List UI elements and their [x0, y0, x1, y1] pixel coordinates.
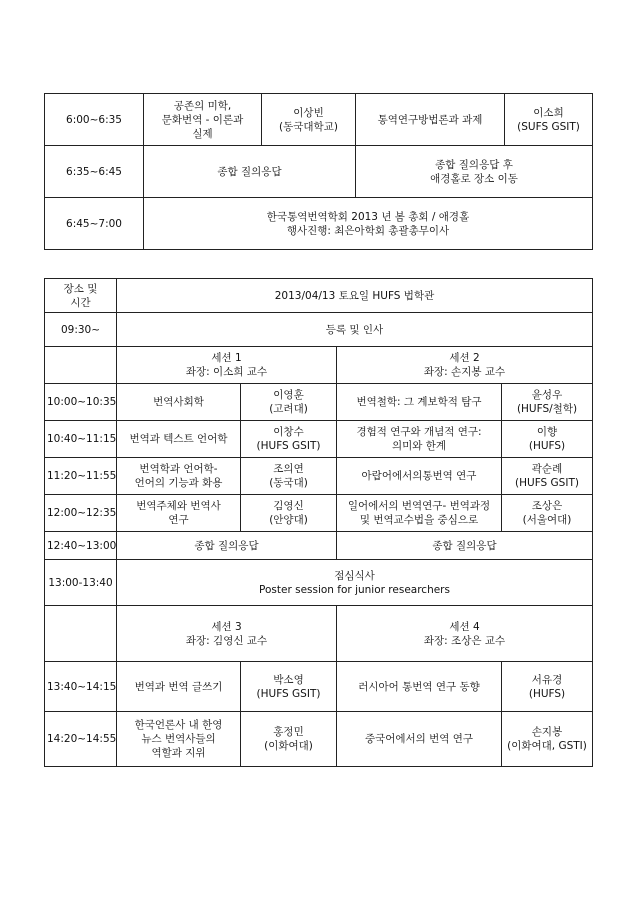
table-row	[45, 313, 593, 347]
table-row	[45, 198, 593, 250]
qa-cell: 종합 질의응답	[117, 532, 337, 560]
time-cell: 11:20~11:55	[45, 458, 117, 495]
table-row	[45, 458, 593, 495]
registration-cell: 등록 및 인사	[117, 313, 593, 347]
topic-cell: 번역과 텍스트 언어학	[117, 421, 241, 458]
topic-cell: 통역연구방법론과 과제	[356, 94, 505, 146]
presenter-cell: 윤성우 (HUFS/철학)	[502, 384, 593, 421]
presenter-cell: 이향 (HUFS)	[502, 421, 593, 458]
topic-cell: 번역학과 언어학- 언어의 기능과 화용	[117, 458, 241, 495]
time-cell: 09:30~	[45, 313, 117, 347]
session-header-row	[45, 606, 593, 662]
presenter-cell: 손지봉 (이화여대, GSTI)	[502, 712, 593, 767]
table-row	[45, 94, 593, 146]
day-schedule-table	[44, 278, 593, 767]
topic-cell: 중국어에서의 번역 연구	[337, 712, 502, 767]
time-cell: 14:20~14:55	[45, 712, 117, 767]
presenter-cell: 박소영 (HUFS GSIT)	[241, 662, 337, 712]
table-row	[45, 532, 593, 560]
qa-move-cell: 종합 질의응답 후 애경홀로 장소 이동	[356, 146, 593, 198]
table-row	[45, 146, 593, 198]
header-date-venue: 2013/04/13 토요일 HUFS 법학관	[117, 279, 593, 313]
presenter-cell: 조의연 (동국대)	[241, 458, 337, 495]
general-meeting-cell: 한국통역번역학회 2013 년 봄 총회 / 애경홀 행사진행: 최은아학회 총괄총무이사	[144, 198, 593, 250]
time-cell: 6:00~6:35	[45, 94, 144, 146]
session-header-row	[45, 347, 593, 384]
evening-schedule-table	[44, 93, 593, 250]
session-4-header: 세션 4 좌장: 조상은 교수	[337, 606, 593, 662]
time-cell: 13:00-13:40	[45, 560, 117, 606]
topic-cell: 아랍어에서의통번역 연구	[337, 458, 502, 495]
presenter-cell: 이창수 (HUFS GSIT)	[241, 421, 337, 458]
header-row	[45, 279, 593, 313]
presenter-cell: 이상빈 (동국대학교)	[262, 94, 356, 146]
presenter-cell: 김영신 (안양대)	[241, 495, 337, 532]
session-3-header: 세션 3 좌장: 김영신 교수	[117, 606, 337, 662]
table-row	[45, 712, 593, 767]
topic-cell: 번역과 번역 글쓰기	[117, 662, 241, 712]
presenter-cell: 서유경 (HUFS)	[502, 662, 593, 712]
lunch-cell: 점심식사 Poster session for junior researchers	[117, 560, 593, 606]
topic-cell: 일어에서의 번역연구- 번역과정 및 번역교수법을 중심으로	[337, 495, 502, 532]
topic-cell: 한국언론사 내 한영 뉴스 번역사들의 역할과 지위	[117, 712, 241, 767]
time-cell: 12:40~13:00	[45, 532, 117, 560]
time-cell: 10:40~11:15	[45, 421, 117, 458]
session-2-header: 세션 2 좌장: 손지봉 교수	[337, 347, 593, 384]
presenter-cell: 이영훈 (고려대)	[241, 384, 337, 421]
session-1-header: 세션 1 좌장: 이소희 교수	[117, 347, 337, 384]
time-cell: 10:00~10:35	[45, 384, 117, 421]
table-row	[45, 662, 593, 712]
presenter-cell: 곽순례 (HUFS GSIT)	[502, 458, 593, 495]
presenter-cell: 조상은 (서울여대)	[502, 495, 593, 532]
time-cell: 6:45~7:00	[45, 198, 144, 250]
table-row	[45, 560, 593, 606]
topic-cell: 공존의 미학, 문화번역 - 이론과 실제	[144, 94, 262, 146]
presenter-cell: 이소희 (SUFS GSIT)	[505, 94, 593, 146]
header-label: 장소 및 시간	[45, 279, 117, 313]
empty-cell	[45, 347, 117, 384]
presenter-cell: 홍정민 (이화여대)	[241, 712, 337, 767]
time-cell: 13:40~14:15	[45, 662, 117, 712]
topic-cell: 번역주체와 번역사 연구	[117, 495, 241, 532]
table-row	[45, 421, 593, 458]
time-cell: 12:00~12:35	[45, 495, 117, 532]
table-row	[45, 495, 593, 532]
qa-cell: 종합 질의응답	[337, 532, 593, 560]
time-cell: 6:35~6:45	[45, 146, 144, 198]
empty-cell	[45, 606, 117, 662]
topic-cell: 번역철학: 그 계보학적 탐구	[337, 384, 502, 421]
topic-cell: 경험적 연구와 개념적 연구: 의미와 한계	[337, 421, 502, 458]
topic-cell: 러시아어 통번역 연구 동향	[337, 662, 502, 712]
table-row	[45, 384, 593, 421]
qa-cell: 종합 질의응답	[144, 146, 356, 198]
topic-cell: 번역사회학	[117, 384, 241, 421]
